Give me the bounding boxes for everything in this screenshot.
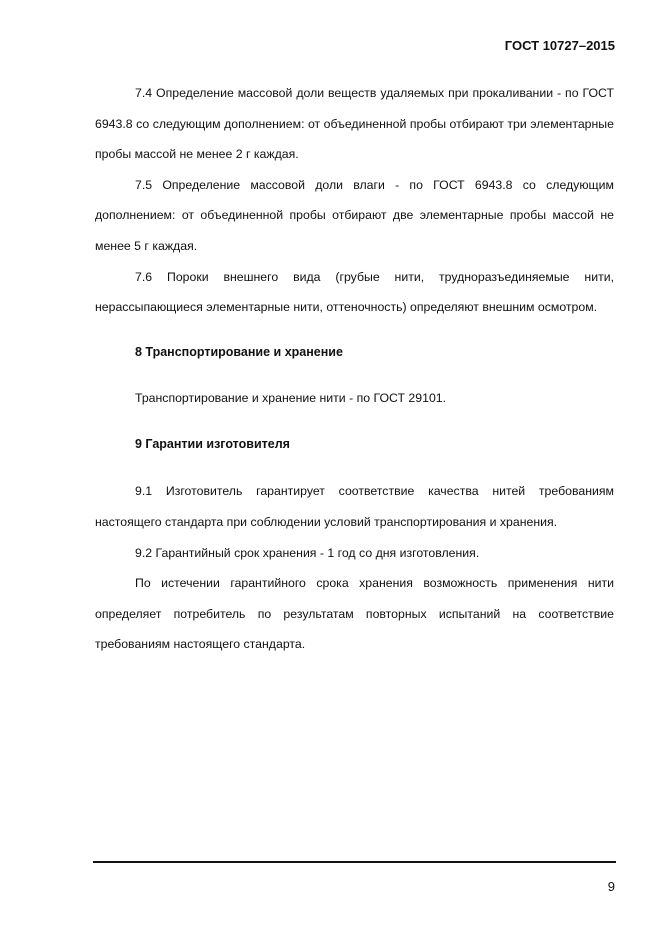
- section-heading-8: 8 Транспортирование и хранение: [135, 344, 343, 359]
- paragraph-8: Транспортирование и хранение нити - по ГОСТ 29101.: [135, 390, 447, 405]
- paragraph-9-2: 9.2 Гарантийный срок хранения - 1 год со дня изготовления.: [135, 545, 480, 560]
- paragraph-7-5: 7.5 Определение массовой доли влаги - по ГОСТ 6943.8 со следующим дополнением: от объединенной пробы отбирают две элементарные пробы массой не менее 5 г каждая.: [95, 177, 614, 253]
- paragraph-9-2-continued: По истечении гарантийного срока хранения возможность применения нити определяет потребитель по результатам повторных испытаний на соответствие требованиям настоящего стандарта.: [95, 576, 614, 652]
- paragraph-7-4: 7.4 Определение массовой доли веществ удаляемых при прокаливании - по ГОСТ 6943.8 со следующим дополнением: от объединенной пробы отбирают три элементарные пробы массой не менее 2 г каждая.: [95, 86, 614, 162]
- footer-divider: [93, 861, 616, 863]
- paragraph-7-6: 7.6 Пороки внешнего вида (грубые нити, трудноразъединяемые нити, нерассыпающиеся элементарные нити, оттеночность) определяют внешним осмотром.: [95, 269, 614, 315]
- section-heading-9: 9 Гарантии изготовителя: [135, 437, 290, 452]
- document-code: ГОСТ 10727–2015: [504, 38, 615, 53]
- paragraph-9-1: 9.1 Изготовитель гарантирует соответствие качества нитей требованиям настоящего стандарта при соблюдении условий транспортирования и хранения.: [95, 484, 614, 529]
- page-number: 9: [607, 879, 615, 894]
- page-content: [95, 78, 614, 660]
